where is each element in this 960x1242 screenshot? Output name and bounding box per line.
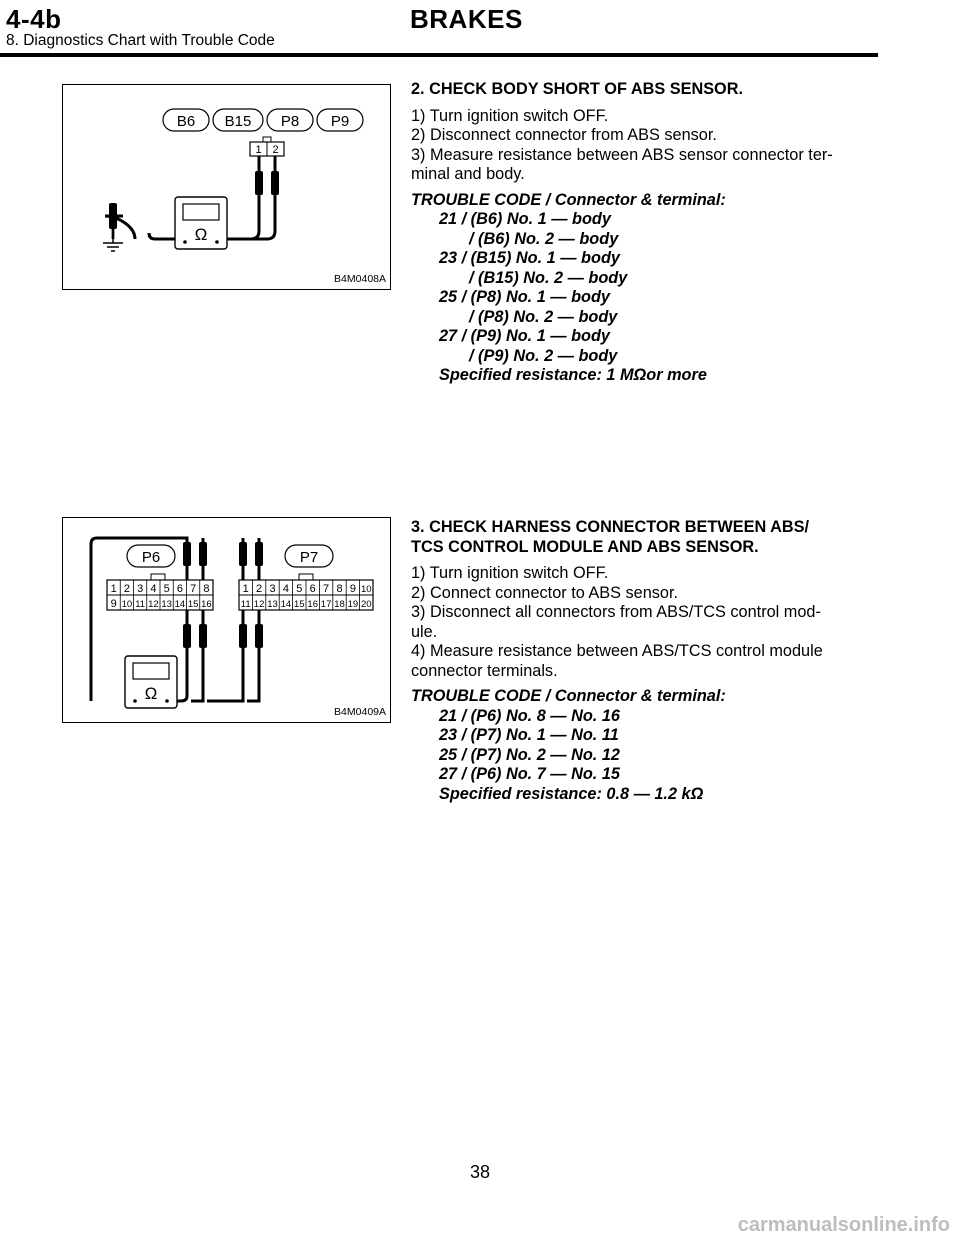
figure-id: B4M0409A [334, 706, 386, 718]
page-subtitle: 8. Diagnostics Chart with Trouble Code [6, 32, 275, 49]
figure1-svg [63, 85, 390, 289]
step2-line: 3) Measure resistance between ABS sensor connector ter- [411, 145, 833, 164]
pin-label: 14 [280, 599, 292, 610]
step2-block [411, 80, 866, 386]
page-number: 38 [469, 1162, 491, 1182]
pin-label: 20 [361, 599, 372, 610]
step3-line: 4) Measure resistance between ABS/TCS control module [411, 642, 823, 660]
connector-label-b15: B15 [224, 113, 252, 130]
pin-label: 5 [296, 583, 303, 595]
connector-label-b6: B6 [176, 113, 196, 130]
pin-label: 9 [110, 598, 117, 610]
figure-harness-diagram [62, 517, 391, 723]
pin-label: 4 [282, 583, 289, 595]
pin-label: 14 [174, 599, 186, 610]
ohm-symbol: Ω [194, 225, 208, 244]
pin-label: 17 [320, 599, 332, 610]
page-title: BRAKES [410, 4, 523, 34]
pin-label: 16 [307, 599, 318, 610]
step3-line: 1) Turn ignition switch OFF. [411, 564, 609, 582]
step3-trouble-code-heading: TROUBLE CODE / Connector & terminal: [411, 687, 726, 705]
trouble-code-line: 25 / (P8) No. 1 — body [439, 288, 610, 306]
pin-label: 6 [309, 583, 316, 595]
section-number: 4-4b [6, 4, 62, 34]
figure-id: B4M0408A [334, 273, 386, 285]
wire-p7-1 [207, 538, 243, 701]
connector-label-p7: P7 [299, 549, 319, 566]
pin-label-2: 2 [272, 144, 279, 156]
pin-label: 1 [242, 583, 249, 595]
footer-watermark: carmanualsonline.info [737, 1214, 950, 1236]
pin-label: 15 [187, 599, 199, 610]
ohmmeter-display [183, 204, 219, 220]
pin-label: 2 [123, 583, 130, 595]
connector-label-p9: P9 [330, 113, 350, 130]
pin-label: 11 [240, 599, 251, 610]
connector-label-p6: P6 [141, 549, 161, 566]
trouble-code-line: 23 / (B15) No. 1 — body [439, 249, 620, 267]
pin-label: 10 [121, 599, 133, 610]
connector-label-p8: P8 [280, 113, 300, 130]
probe-pin1 [255, 171, 263, 195]
pin-label: 18 [334, 599, 345, 610]
step3-title-line1: 3. CHECK HARNESS CONNECTOR BETWEEN ABS/ [411, 518, 810, 536]
pin-label: 8 [203, 583, 210, 595]
pin-label: 9 [349, 583, 356, 595]
step2-line: minal and body. [411, 165, 525, 183]
pin-label: 15 [294, 599, 305, 610]
trouble-code-line: 27 / (P6) No. 7 — No. 15 [439, 765, 620, 783]
ohmmeter-display [133, 663, 169, 679]
trouble-code-line: 23 / (P7) No. 1 — No. 11 [439, 726, 619, 744]
trouble-code-line: 21 / (P6) No. 8 — No. 16 [439, 706, 620, 725]
pin-label: 1 [110, 583, 117, 595]
figure2-svg [63, 518, 390, 722]
pin-label: 7 [323, 583, 330, 595]
probe-pin2 [271, 171, 279, 195]
pin-label: 6 [176, 583, 183, 595]
trouble-code-line: / (P8) No. 2 — body [469, 307, 618, 326]
pin-label: 8 [336, 583, 343, 595]
pin-label: 7 [190, 583, 197, 595]
figure-body-short-diagram [62, 84, 391, 290]
step2-line: 1) Turn ignition switch OFF. [411, 106, 609, 125]
specified-resistance: Specified resistance: 0.8 — 1.2 kΩ [439, 784, 704, 803]
ohm-symbol: Ω [144, 684, 158, 703]
step3-line: 2) Connect connector to ABS sensor. [411, 583, 678, 602]
pin-label: 4 [150, 583, 157, 595]
pin-label: 12 [148, 599, 159, 610]
step3-line: connector terminals. [411, 661, 558, 680]
trouble-code-line: / (B6) No. 2 — body [469, 229, 619, 248]
step3-line: 3) Disconnect all connectors from ABS/TCS control mod- [411, 603, 821, 621]
pin-label-1: 1 [255, 144, 262, 156]
trouble-code-line: / (B15) No. 2 — body [469, 268, 628, 287]
specified-resistance: Specified resistance: 1 MΩor more [439, 366, 707, 384]
step3-title-line2: TCS CONTROL MODULE AND ABS SENSOR. [411, 537, 759, 556]
pin-label: 2 [256, 583, 263, 595]
pin-label: 19 [347, 599, 359, 610]
step2-trouble-code-heading: TROUBLE CODE / Connector & terminal: [411, 190, 726, 209]
step2-line: 2) Disconnect connector from ABS sensor. [411, 126, 717, 144]
trouble-code-line: 27 / (P9) No. 1 — body [439, 327, 610, 345]
pin-label: 10 [361, 584, 372, 595]
trouble-code-line: 21 / (B6) No. 1 — body [439, 210, 611, 228]
trouble-code-line: 25 / (P7) No. 2 — No. 12 [439, 745, 620, 764]
pin-label: 3 [269, 583, 276, 595]
header-rule [0, 53, 878, 57]
step3-line: ule. [411, 622, 438, 641]
pin-label: 12 [253, 599, 265, 610]
pin-label: 3 [137, 583, 144, 595]
step3-block [411, 518, 866, 804]
pin-label: 13 [161, 599, 172, 610]
pin-label: 5 [163, 583, 170, 595]
ground-symbol [103, 239, 123, 251]
trouble-code-line: / (P9) No. 2 — body [469, 346, 618, 365]
connector-lock-tab [263, 137, 271, 142]
pin-label: 16 [201, 599, 212, 610]
pin-label: 11 [135, 599, 146, 610]
pin-label: 13 [267, 599, 278, 610]
step2-title: 2. CHECK BODY SHORT OF ABS SENSOR. [411, 80, 744, 98]
